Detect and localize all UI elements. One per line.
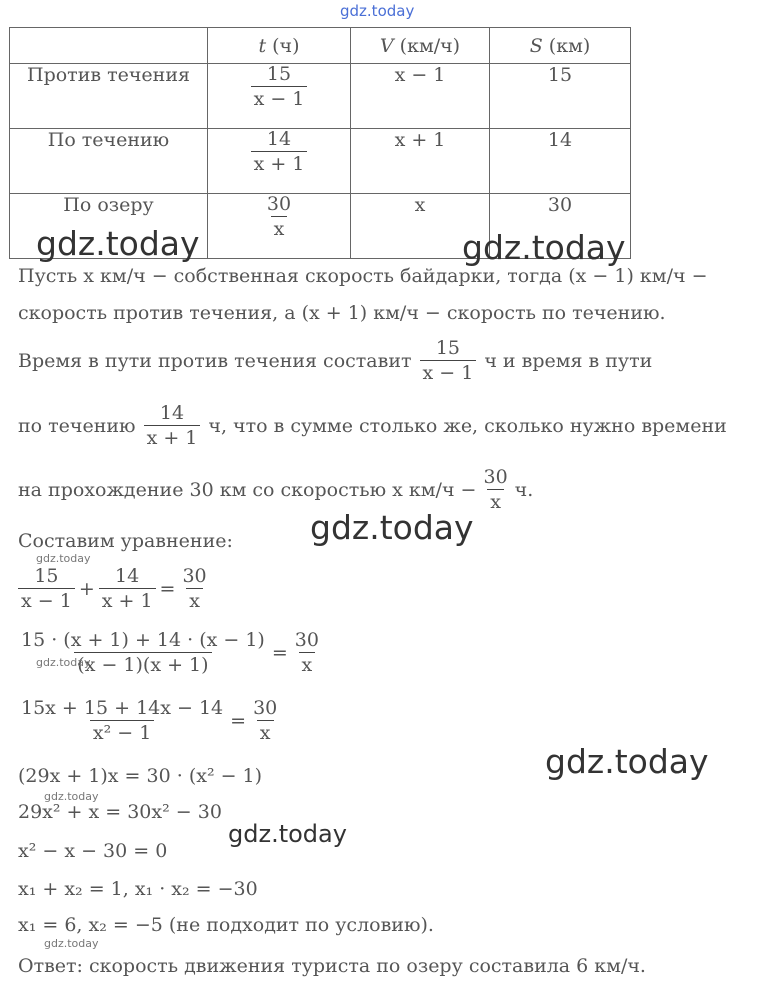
header-empty [10, 28, 208, 64]
paragraph-2: скорость против течения, а (x + 1) км/ч − скорость по течению. [18, 302, 666, 324]
equation-7: x₁ + x₂ = 1, x₁ · x₂ = −30 [18, 878, 258, 900]
header-time: t (ч) [208, 28, 351, 64]
watermark: gdz.today [228, 820, 347, 848]
watermark: gdz.today [310, 508, 474, 547]
watermark-small: gdz.today [44, 937, 99, 950]
paragraph-4: по течению $\frac{14}{x + 1}$ ч, что в сумме столько же, сколько нужно времени [18, 402, 727, 449]
row-label: По озеру [10, 194, 208, 259]
watermark-small: gdz.today [44, 790, 99, 803]
paragraph-5: на прохождение 30 км со скоростью x км/ч − $\frac{30}{x}$ ч. [18, 466, 534, 513]
row-label: По течению [10, 129, 208, 194]
header-speed: V (км/ч) [351, 28, 490, 64]
watermark-top: gdz.today [340, 2, 415, 20]
watermark-small: gdz.today [36, 552, 91, 565]
watermark-small: gdz.today [36, 656, 91, 669]
row-speed: x + 1 [351, 129, 490, 194]
equation-1: $\frac{15}{x - 1}$ + $\frac{14}{x + 1}$ = $\frac{30}{x}$ [18, 566, 210, 613]
equation-4: (29x + 1)x = 30 · (x² − 1) [18, 765, 263, 787]
paragraph-1: Пусть x км/ч − собственная скорость байдарки, тогда (x − 1) км/ч − [18, 265, 708, 287]
equation-5: 29x² + x = 30x² − 30 [18, 801, 222, 823]
row-time: $\frac{30}{x}$ [208, 194, 351, 259]
table-row [10, 129, 631, 194]
equation-3: $\frac{15x + 15 + 14x - 14}{\text{x² − 1}}$ = $\frac{30}{x}$ [21, 697, 278, 744]
table-header-row [10, 28, 631, 64]
watermark: gdz.today [545, 742, 709, 781]
row-time: $\frac{14}{x + 1}$ [208, 129, 351, 194]
table-row [10, 64, 631, 129]
header-distance: S (км) [490, 28, 631, 64]
watermark: gdz.today [36, 224, 200, 263]
row-distance: 14 [490, 129, 631, 194]
row-distance: 15 [490, 64, 631, 129]
equation-2: $\frac{15 \cdot (x + 1) + 14 \cdot (x - 1)}{(x - 1)(x + 1)}$ = $\frac{30}{x}$ [21, 629, 319, 676]
paragraph-6: Составим уравнение: [18, 530, 233, 552]
row-speed: x − 1 [351, 64, 490, 129]
equation-8: x₁ = 6, x₂ = −5 (не подходит по условию). [18, 914, 434, 936]
row-label: Против течения [10, 64, 208, 129]
row-distance: 30 [490, 194, 631, 259]
paragraph-3: Время в пути против течения составит $\frac{15}{x - 1}$ ч и время в пути [18, 337, 653, 384]
equation-6: x² − x − 30 = 0 [18, 840, 168, 862]
row-time: $\frac{15}{x - 1}$ [208, 64, 351, 129]
answer: Ответ: скорость движения туриста по озеру составила 6 км/ч. [18, 955, 646, 977]
row-speed: x [351, 194, 490, 259]
watermark: gdz.today [462, 228, 626, 267]
